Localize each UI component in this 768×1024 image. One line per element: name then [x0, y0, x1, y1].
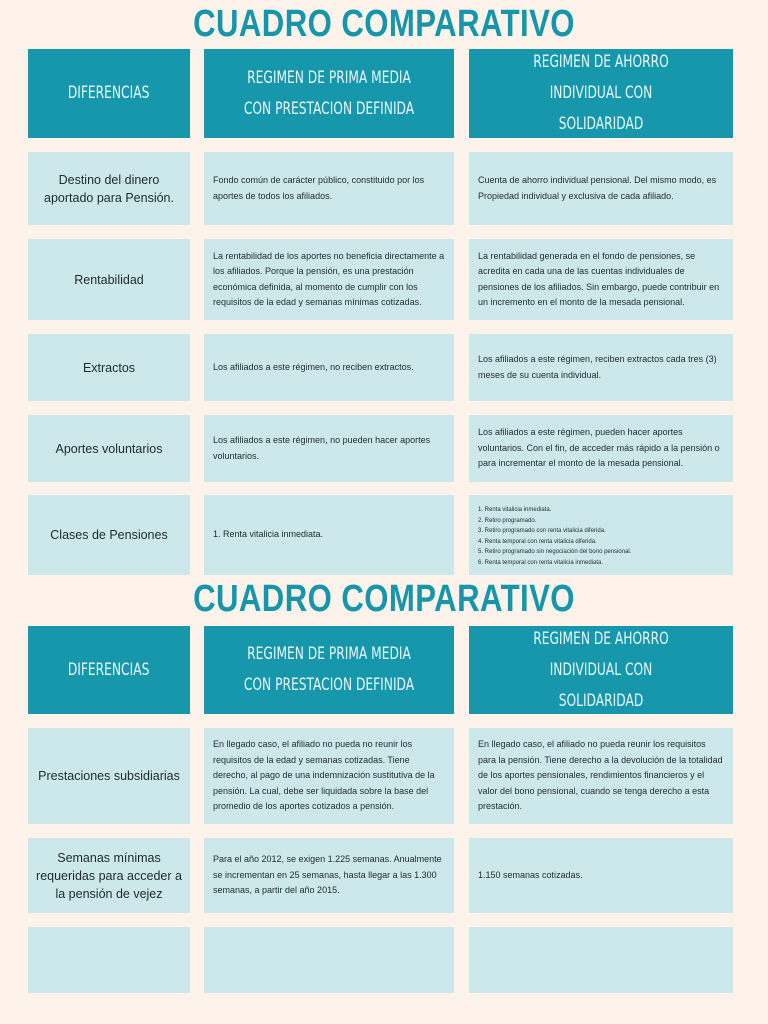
section2-title: CUADRO COMPARATIVO [193, 578, 575, 620]
row-label-aportes-voluntarios: Aportes voluntarios [28, 415, 190, 482]
list-item: 6. Renta temporal con renta vitalicia inmediata. [478, 559, 604, 566]
row-label-semanas-minimas: Semanas mínimas requeridas para acceder a la pensión de vejez [28, 838, 190, 913]
list-item: 5. Retiro programado sin negociación del bono pensional. [478, 549, 632, 555]
cell-prima-prestaciones: En llegado caso, el afiliado no pueda no reunir los requisitos de la edad y semanas cotizadas. Tiene derecho, al pago de una indemnización sustitutiva de la pensión. La cual, debe ser liquidada sobre la base del promedio de los aportes cotizados a pensión. [204, 728, 454, 824]
cell-ahorro-semanas-minimas: 1.150 semanas cotizadas. [469, 838, 733, 913]
cell-ahorro-destino: Cuenta de ahorro individual pensional. Del mismo modo, es Propiedad individual y exclusiva de cada afiliado. [469, 152, 733, 225]
row-label-destino: Destino del dinero aportado para Pensión. [28, 152, 190, 225]
cell-ahorro-empty [469, 927, 733, 993]
cell-prima-aportes-voluntarios: Los afiliados a este régimen, no pueden hacer aportes voluntarios. [204, 415, 454, 482]
cell-prima-destino: Fondo común de carácter público, constituido por los aportes de todos los afiliados. [204, 152, 454, 225]
cell-prima-clases-pensiones: 1. Renta vitalicia inmediata. [204, 495, 454, 575]
cell-ahorro-prestaciones: En llegado caso, el afiliado no pueda reunir los requisitos para la pensión. Tiene derecho a la devolución de la totalidad de los aportes pensionales, rendimientos financieros y el valor del bono pensional, cuando se tenga derecho a esta prestación. [469, 728, 733, 824]
row-label-empty [28, 927, 190, 993]
section1-title: CUADRO COMPARATIVO [193, 3, 575, 45]
header-prima-media-2: REGIMEN DE PRIMA MEDIA CON PRESTACION DEFINIDA [204, 626, 454, 714]
row-label-rentabilidad: Rentabilidad [28, 239, 190, 320]
header-ahorro-individual-2: REGIMEN DE AHORRO INDIVIDUAL CON SOLIDARIDAD [469, 626, 733, 714]
header-diferencias-2: DIFERENCIAS [28, 626, 190, 714]
cell-ahorro-aportes-voluntarios: Los afiliados a este régimen, pueden hacer aportes voluntarios. Con el fin, de acceder más rápido a la pensión o para incrementar el monto de la mesada pensional. [469, 415, 733, 482]
list-item: 2. Retiro programado. [478, 517, 537, 524]
list-item: 3. Retiro programado con renta vitalicia diferida. [478, 528, 606, 534]
header-prima-media: REGIMEN DE PRIMA MEDIA CON PRESTACION DEFINIDA [204, 49, 454, 138]
header-ahorro-individual: REGIMEN DE AHORRO INDIVIDUAL CON SOLIDARIDAD [469, 49, 733, 138]
cell-prima-semanas-minimas: Para el año 2012, se exigen 1.225 semanas. Anualmente se incrementan en 25 semanas, hasta llegar a las 1.300 semanas, a partir del año 2015. [204, 838, 454, 913]
header-diferencias: DIFERENCIAS [28, 49, 190, 138]
cell-prima-rentabilidad: La rentabilidad de los aportes no beneficia directamente a los afiliados. Porque la pensión, es una prestación económica definida, al momento de cumplir con los requisitos de la edad y semanas mínimas cotizadas. [204, 239, 454, 320]
cell-ahorro-clases-pensiones [469, 495, 733, 575]
row-label-clases-pensiones: Clases de Pensiones [28, 495, 190, 575]
row-label-extractos: Extractos [28, 334, 190, 401]
cell-prima-extractos: Los afiliados a este régimen, no reciben extractos. [204, 334, 454, 401]
row-label-prestaciones: Prestaciones subsidiarias [28, 728, 190, 824]
cell-prima-empty [204, 927, 454, 993]
cell-ahorro-extractos: Los afiliados a este régimen, reciben extractos cada tres (3) meses de su cuenta individual. [469, 334, 733, 401]
pension-classes-list [478, 505, 631, 568]
list-item: 4. Renta temporal con renta vitalicia diferida. [478, 538, 597, 545]
list-item: 1. Renta vitalicia inmediata. [478, 507, 552, 513]
cell-ahorro-rentabilidad: La rentabilidad generada en el fondo de pensiones, se acredita en cada una de las cuentas individuales de pensiones de los afiliados. Sin embargo, puede contribuir en un incremento en el monto de la mesada pensional. [469, 239, 733, 320]
